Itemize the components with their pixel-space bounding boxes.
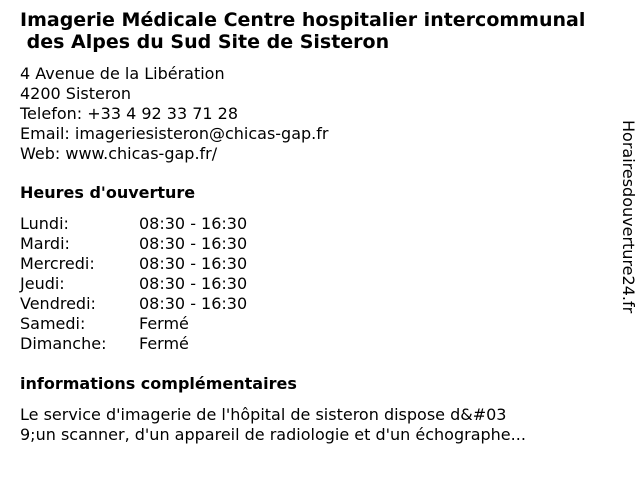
time-value: Fermé <box>139 334 189 353</box>
phone-number[interactable]: Telefon: +33 4 92 33 71 28 <box>20 104 239 123</box>
page-title-line-1: Imagerie Médicale Centre hospitalier intercommunal <box>20 9 586 31</box>
time-value: 08:30 - 16:30 <box>139 234 248 253</box>
page-title-line-2: des Alpes du Sud Site de Sisteron <box>20 31 390 53</box>
info-heading: informations complémentaires <box>20 374 297 393</box>
info-description: Le service d'imagerie de l'hôpital de sisteron dispose d&#03 9;un scanner, d'un appareil de radiologie et d'un échographe... <box>20 405 526 444</box>
page-title <box>20 9 620 53</box>
time-value: Fermé <box>139 314 189 333</box>
hours-row-wednesday <box>20 254 247 274</box>
time-value: 08:30 - 16:30 <box>139 214 248 233</box>
day-label: Jeudi: <box>20 274 65 293</box>
hours-row-friday <box>20 294 247 314</box>
day-label: Dimanche: <box>20 334 107 353</box>
day-label: Vendredi: <box>20 294 96 313</box>
time-value: 08:30 - 16:30 <box>139 274 248 293</box>
hours-row-saturday <box>20 314 247 334</box>
day-label: Mercredi: <box>20 254 95 273</box>
hours-row-monday <box>20 214 247 234</box>
side-brand-watermark: Horairesdouverture24.fr <box>619 120 638 314</box>
hours-row-tuesday <box>20 234 247 254</box>
address-block <box>20 64 328 164</box>
website-link[interactable]: Web: www.chicas-gap.fr/ <box>20 144 218 163</box>
time-value: 08:30 - 16:30 <box>139 294 248 313</box>
hours-heading: Heures d'ouverture <box>20 183 196 202</box>
time-value: 08:30 - 16:30 <box>139 254 248 273</box>
day-label: Lundi: <box>20 214 69 233</box>
hours-table <box>20 214 247 354</box>
day-label: Samedi: <box>20 314 86 333</box>
street-address: 4 Avenue de la Libération <box>20 64 225 83</box>
city-address: 4200 Sisteron <box>20 84 132 103</box>
hours-row-sunday <box>20 334 247 354</box>
hours-row-thursday <box>20 274 247 294</box>
day-label: Mardi: <box>20 234 70 253</box>
email-address[interactable]: Email: imageriesisteron@chicas-gap.fr <box>20 124 329 143</box>
